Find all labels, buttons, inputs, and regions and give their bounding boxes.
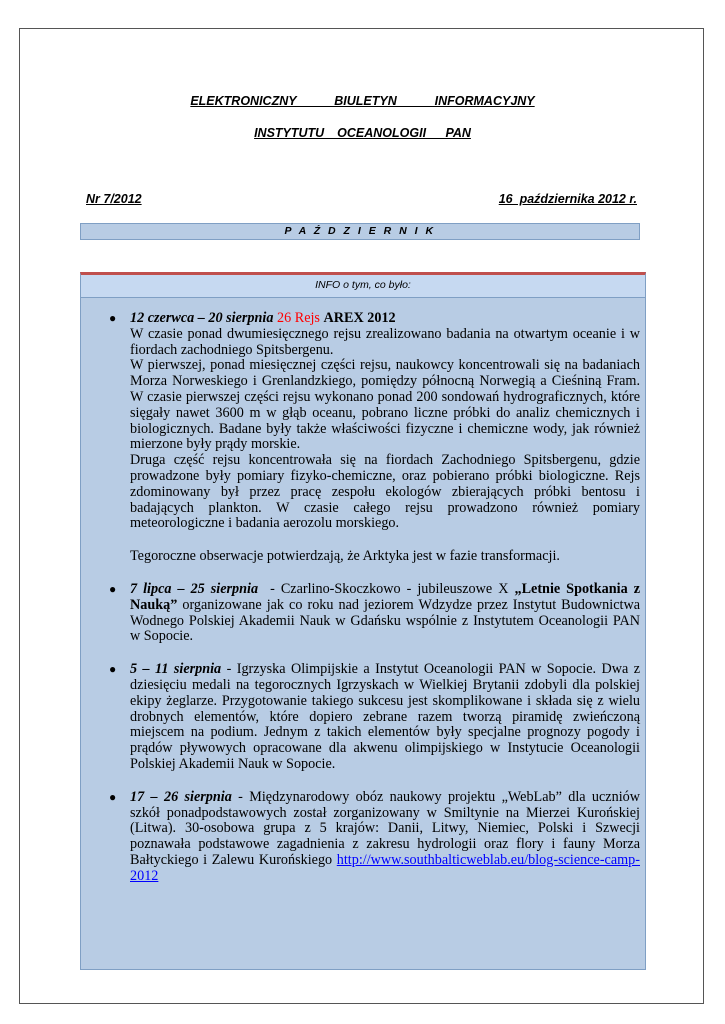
item-lead: - Czarlino-Skoczkowo - jubileuszowe X [258,580,515,597]
item-dates: 7 lipca – 25 sierpnia [130,580,259,597]
item-dates: 5 – 11 sierpnia [130,661,222,678]
item-paragraph: W czasie ponad dwumiesięcznego rejsu zrealizowano badania na otwartym oceanie i w fiordach zachodniego Spitsbergenu. [130,325,640,358]
item-paragraph: W pierwszej, ponad miesięcznej części rejsu, naukowcy koncentrowali się na badaniach Morza Norweskiego i Grenlandzkiego, pomiędzy północną Norwegią a Cieśniną Fram. W czasie pierwszej części rejsu wykonano ponad 200 sondowań hydrograficznych, które sięgały nawet 3600 m w głąb oceanu, pobrano liczne próbki do analiz chemicznych i biologicznych. Badane były także właściwości fizyczne i chemiczne wody, jak również mierzone były prądy morskie. [130,357,640,453]
item-dates: 17 – 26 sierpnia [130,788,232,805]
event-name: „Letnie Spotkania z Nauką” [130,580,640,613]
news-list [109,310,640,902]
list-item [109,788,640,885]
item-paragraph: Tegoroczne obserwacje potwierdzają, że Arktyka jest w fazie transformacji. [130,548,560,565]
item-heading [130,311,640,327]
month-banner: P A Ź D Z I E R N I K [80,223,640,240]
item-paragraph [130,662,640,773]
bulletin-title: ELEKTRONICZNY BIULETYN INFORMACYJNY [190,94,535,108]
weblab-link[interactable]: http://www.southbalticweblab.eu/blog-science-camp-2012 [130,851,640,884]
item-paragraph [130,582,640,645]
issue-number: Nr 7/2012 [86,192,142,206]
item-text: - Igrzyska Olimpijskie a Instytut Oceanologii PAN w Sopocie. Dwa z dziesięciu medali na tegorocznych Igrzyskach w Wielkiej Brytanii zdobyli dla polskiej ekipy żeglarze. Przygotowanie takiego sukcesu jest skomplikowane i składa się z wielu drobnych elementów, które dopiero zebrane razem tworzą piramidę zwieńczoną miejscem na podium. Jednym z takich elementów były specjalne prognozy pogody i prądów pływowych opracowane dla akwenu olimpijskiego w Instytucie Oceanologii Polskiej Akademii Nauk w Sopocie. [130,661,640,772]
bullet-icon: ● [109,662,117,677]
issue-date: 16 października 2012 r. [498,192,637,206]
institute-title: INSTYTUTU OCEANOLOGII PAN [254,126,471,140]
item-dates: 12 czerwca – 20 sierpnia [130,310,274,326]
bullet-icon: ● [109,581,117,596]
item-paragraph: Druga część rejsu koncentrowała się na fiordach Zachodniego Spitsbergenu, gdzie prowadzone były pomiary fizyko-chemiczne, oraz pobierano próbki biologiczne. Rejs zdominowany był przez pracę zespołu ekologów zbierających próbki bentosu i badających plankton. W czasie całego rejsu prowadzono również pomiary meteorologiczne i badania aerozolu morskiego. [130,452,640,532]
item-text: - Międzynarodowy obóz naukowy projektu „WebLab” dla uczniów szkół ponadpodstawowych został zorganizowany w Smiltynie na Mierzei Kurońskiej (Litwa). 30-osobowa grupa z 5 krajów: Danii, Litwy, Niemiec, Polski i Szwecji poznawała podstawowe zagadnienia z zakresu hydrologii oraz flory i fauny Morza Bałtyckiego i Zalewu Kurońskiego [130,788,640,868]
list-item [109,310,640,565]
item-paragraph [130,790,640,885]
list-item [109,661,640,773]
cruise-name: AREX 2012 [323,310,396,326]
bullet-icon: ● [109,311,117,325]
info-box [80,272,646,970]
cruise-number: 26 Rejs [277,310,320,326]
bullet-icon: ● [109,789,117,804]
info-box-title: INFO o tym, co było: [81,275,645,298]
item-text: organizowane jak co roku nad jeziorem Wdzydze przez Instytut Budownictwa Wodnego Polskiej Akademii Nauk w Gdańsku wspólnie z Instytutem Oceanologii PAN w Sopocie. [130,596,640,645]
list-item [109,580,640,645]
